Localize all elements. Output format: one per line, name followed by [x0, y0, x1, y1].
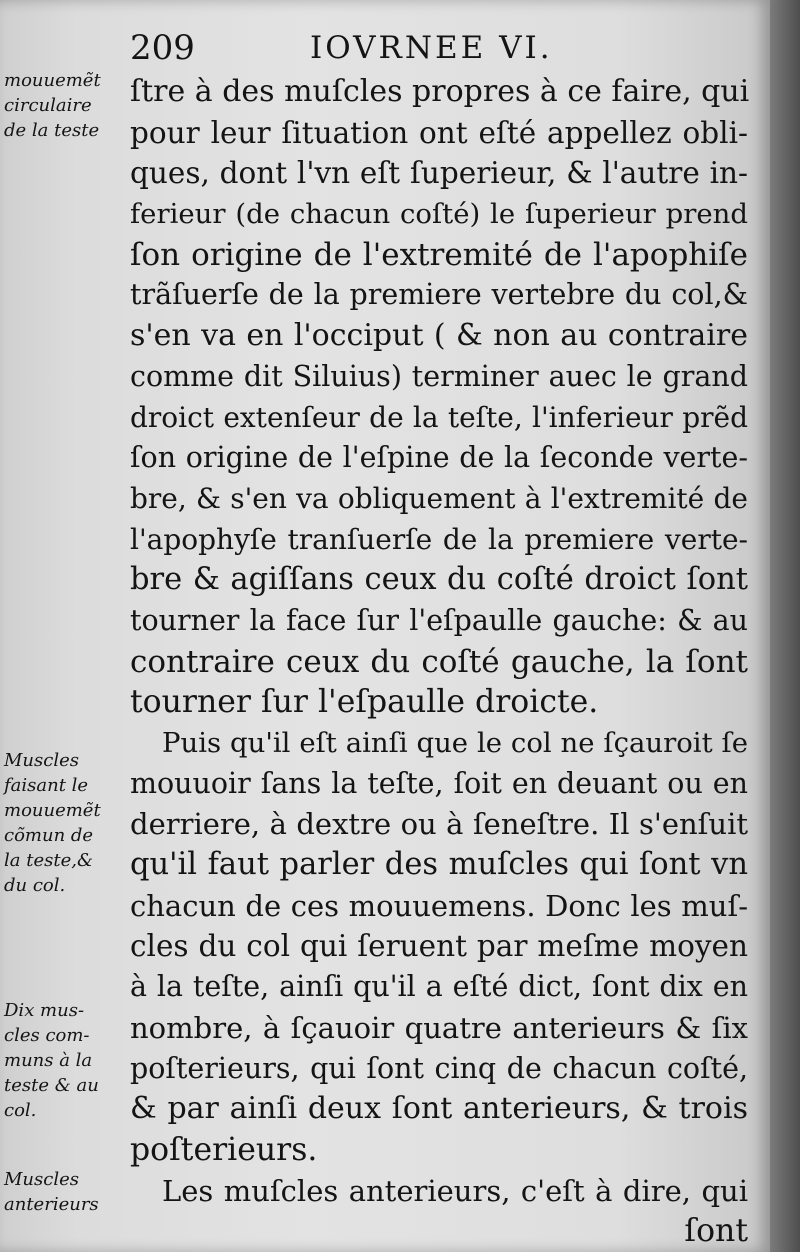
margin-note-anterior-muscles [0, 1167, 124, 1217]
margin-note-line: de la teste [4, 120, 100, 141]
text-line: mouuoir ſans la teſte, ſoit en deuant ou en [130, 766, 748, 800]
margin-note-line: cles com- [4, 1025, 90, 1046]
margin-note-line: col. [4, 1100, 37, 1121]
margin-note-line: faisant le [4, 775, 89, 796]
margin-note-line: cõmun de [4, 825, 94, 846]
margin-note-line: anterieurs [4, 1194, 99, 1215]
text-line: poſterieurs, qui ſont cinq de chacun coſté, [130, 1051, 748, 1085]
margin-note-line: teste & au [4, 1075, 99, 1096]
running-title: IOVRNEE VI. [310, 30, 553, 66]
margin-notes [0, 0, 124, 1252]
text-line: ſon origine de l'extremité de l'apophiſe [130, 236, 748, 273]
margin-note-line: mouuemẽt [4, 70, 101, 91]
text-line: qu'il faut parler des muſcles qui ſont vn [130, 847, 748, 883]
margin-note-line: circulaire [4, 95, 92, 116]
page-header [130, 28, 750, 72]
text-line: bre, & s'en va obliquement à l'extremité de [130, 481, 748, 515]
text-line: bre & agiſſans ceux du coſté droict ſont [130, 562, 748, 598]
text-line: s'en va en l'occiput ( & non au contraire [130, 318, 748, 354]
text-line: trãſuerſe de la premiere vertebre du col,& [130, 278, 748, 312]
text-line: droict extenſeur de la teſte, l'inferieur prẽd [130, 400, 748, 434]
body-text [130, 72, 748, 1252]
page-edge-shadow [770, 0, 800, 1252]
text-line: ſon origine de l'eſpine de la ſeconde verte- [130, 441, 748, 475]
text-line-paragraph-start: Puis qu'il eſt ainſi que le col ne ſçauroit ſe [162, 727, 748, 759]
text-line-paragraph-start: Les muſcles anterieurs, c'eſt à dire, qui [162, 1173, 748, 1208]
text-line: ques, dont l'vn eſt ſuperieur, & l'autre in- [130, 156, 748, 191]
margin-note-common-movement [0, 748, 124, 898]
text-line: pour leur ſituation ont eſté appellez obli- [130, 115, 748, 150]
margin-note-line: Dix mus- [4, 1000, 85, 1021]
text-line: tourner la face ſur l'eſpaulle gauche: & au [130, 603, 748, 637]
margin-note-line: la teste,& [4, 850, 93, 871]
margin-note-line: du col. [4, 875, 66, 896]
text-line: cles du col qui ſeruent par meſme moyen [130, 929, 748, 964]
text-line: chacun de ces mouuemens. Donc les muſ- [130, 888, 748, 923]
text-line: ſtre à des muſcles propres à ce faire, qui [130, 74, 750, 109]
margin-note-line: Muscles [4, 750, 79, 771]
catchword: ſont [684, 1213, 748, 1250]
text-line: nombre, à ſçauoir quatre anterieurs & ſix [130, 1010, 748, 1045]
text-line: l'apophyſe tranſuerſe de la premiere verte- [130, 522, 748, 556]
text-line: à la teſte, ainſi qu'il a eſté dict, ſont dix en [130, 970, 748, 1004]
page-number: 209 [130, 28, 195, 68]
text-line: contraire ceux du coſté gauche, la ſont [130, 643, 748, 680]
text-line: ferieur (de chacun coſté) le ſuperieur prend [130, 198, 748, 231]
text-line: comme dit Siluius) terminer auec le grand [130, 359, 748, 393]
text-line: & par ainſi deux ſont anterieurs, & trois [130, 1091, 748, 1127]
margin-note-line: muns à la [4, 1050, 93, 1071]
text-line: derriere, à dextre ou à ſeneſtre. Il s'enſuit [130, 807, 748, 842]
margin-note-line: mouuemẽt [4, 800, 101, 821]
margin-note-line: Muscles [4, 1169, 79, 1190]
text-line: tourner ſur l'eſpaulle droicte. [130, 684, 599, 721]
text-line: poſterieurs. [130, 1131, 318, 1168]
margin-note-ten-muscles [0, 998, 124, 1123]
margin-note-circular-movement [0, 68, 124, 143]
